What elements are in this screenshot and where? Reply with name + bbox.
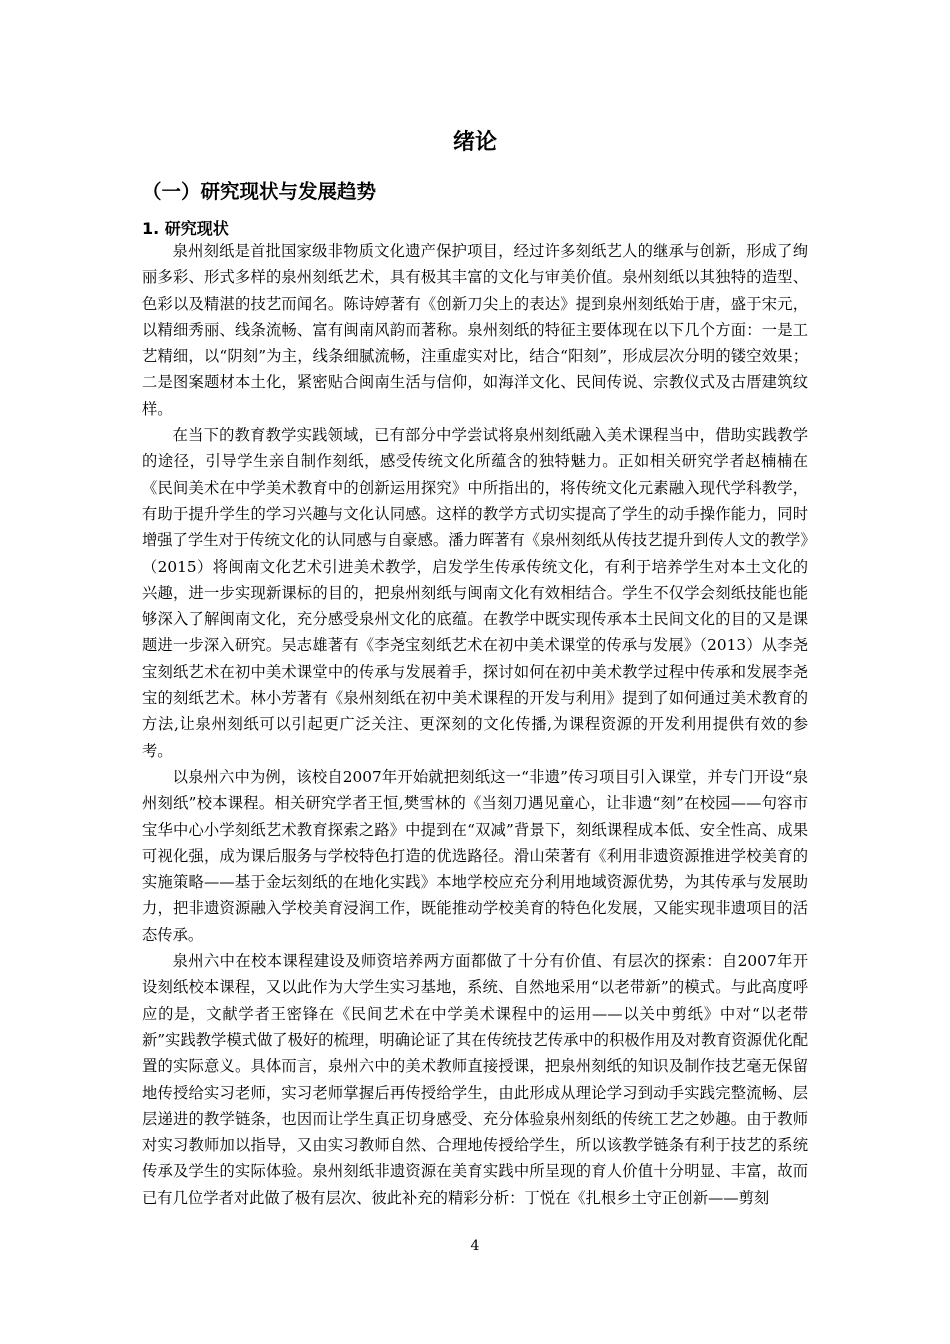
- paragraph-1: 泉州刻纸是首批国家级非物质文化遗产保护项目，经过许多刻纸艺人的继承与创新，形成了绚丽多彩、形式多样的泉州刻纸艺术，具有极其丰富的文化与审美价值。泉州刻纸以其独特的造型、色彩以及精湛的技艺而闻名。陈诗婷著有《创新刀尖上的表达》提到泉州刻纸始于唐，盛于宋元，以精细秀丽、线条流畅、富有闽南风韵而著称。泉州刻纸的特征主要体现在以下几个方面：一是工艺精细，以“阴刻”为主，线条细腻流畅，注重虚实对比，结合“阳刻”，形成层次分明的镂空效果；二是图案题材本土化，紧密贴合闽南生活与信仰，如海洋文化、民间传说、宗教仪式及古厝建筑纹样。: [142, 242, 808, 418]
- paragraph-4: 泉州六中在校本课程建设及师资培养两方面都做了十分有价值、有层次的探索：自2007年开设刻纸校本课程，又以此作为大学生实习基地，系统、自然地采用“以老带新”的模式。与此高度呼应的是，文献学者王密锋在《民间艺术在中学美术课程中的运用——以关中剪纸》中对“以老带新”实践教学模式做了极好的梳理，明确论证了其在传统技艺传承中的积极作用及对教育资源优化配置的实际意义。具体而言，泉州六中的美术教师直接授课，把泉州刻纸的知识及制作技艺毫无保留地传授给实习老师，实习老师掌握后再传授给学生，由此形成从理论学习到动手实践完整流畅、层层递进的教学链条，也因而让学生真正切身感受、充分体验泉州刻纸的传统工艺之妙趣。由于教师对实习教师加以指导，又由实习教师自然、合理地传授给学生，所以该教学链条有利于技艺的系统传承及学生的实际体验。泉州刻纸非遗资源在美育实践中所呈现的育人价值十分明显、丰富，故而已有几位学者对此做了极有层次、彼此补充的精彩分析：丁悦在《扎根乡土守正创新——剪刻: [142, 952, 808, 1207]
- paragraph-3: 以泉州六中为例，该校自2007年开始就把刻纸这一“非遗”传习项目引入课堂，并专门开设“泉州刻纸”校本课程。相关研究学者王恒,樊雪林的《当刻刀遇见童心，让非遗“刻”在校园——句容市宝华中心小学刻纸艺术教育探索之路》中提到在“双减”背景下，刻纸课程成本低、安全性高、成果可视化强，成为课后服务与学校特色打造的优选路径。滑山荣著有《利用非遗资源推进学校美育的实施策略——基于金坛刻纸的在地化实践》本地学校应充分利用地域资源优势，为其传承与发展助力，把非遗资源融入学校美育浸润工作，既能推动学校美育的特色化发展，又能实现非遗项目的活态传承。: [142, 767, 808, 944]
- subsection-heading: 1. 研究现状: [142, 219, 229, 238]
- page-title: 绪论: [452, 130, 497, 155]
- paragraph-2: 在当下的教育教学实践领域，已有部分中学尝试将泉州刻纸融入美术课程当中，借助实践教学的途径，引导学生亲自制作刻纸，感受传统文化所蕴含的独特魅力。正如相关研究学者赵楠楠在《民间美术在中学美术教育中的创新运用探究》中所指出的，将传统文化元素融入现代学科教学，有助于提升学生的学习兴趣与文化认同感。这样的教学方式切实提高了学生的动手操作能力，同时增强了学生对于传统文化的认同感与自豪感。潘力晖著有《泉州刻纸从传技艺提升到传人文的教学》（2015）将闽南文化艺术引进美术教学，启发学生传承传统文化，有利于培养学生对本土文化的兴趣，进一步实现新课标的目的，把泉州刻纸与闽南文化有效相结合。学生不仅学会刻纸技能也能够深入了解闽南文化，充分感受泉州文化的底蕴。在教学中既实现传承本土民间文化的目的又是课题进一步深入研究。吴志雄著有《李尧宝刻纸艺术在初中美术课堂的传承与发展》（2013）从李尧宝刻纸艺术在初中美术课堂中的传承与发展着手，探讨如何在初中美术教学过程中传承和发展李尧宝的刻纸艺术。林小芳著有《泉州刻纸在初中美术课程的开发与利用》提到了如何通过美术教育的方法,让泉州刻纸可以引起更广泛关注、更深刻的文化传播,为课程资源的开发利用提供有效的参考。: [142, 426, 808, 760]
- body-text: [142, 238, 808, 1211]
- section-heading: （一）研究现状与发展趋势: [142, 180, 377, 203]
- page-number: 4: [470, 1238, 480, 1254]
